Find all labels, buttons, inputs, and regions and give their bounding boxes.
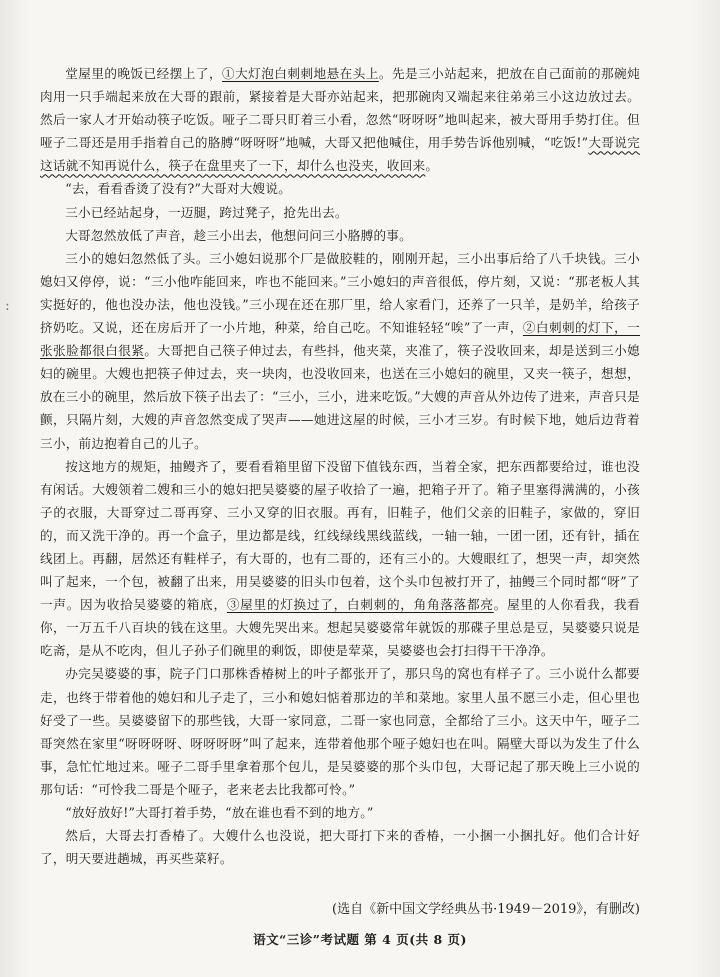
article-body [40, 62, 640, 870]
text-run: 。屋里的人你看我，我看你，一万五千八百块的钱在这里。大嫂先哭出来。想起吴婆婆常年就饭的那碟子里总是豆，吴婆婆只说是吃斋，是从不吃肉，但儿子孙子们碗里的剩饭，即使是荤菜，吴婆婆也会打扫得干干净净。 [40, 597, 641, 659]
margin-mark: : [5, 298, 10, 314]
text-run: 。 [425, 158, 439, 174]
text-run: 三小已经站起身，一迈腿，跨过凳子，抢先出去。 [65, 204, 348, 220]
source-citation: (选自《新中国文学经典丛书·1949－2019》，有删改) [332, 902, 640, 917]
text-run: 大嫂眼红了，想哭一声，却突然叫了起来，一个包，被翻了出来，用吴婆婆的旧头巾包着，这个头巾包被打开了，抽鳗三个同时都“呀”了一声。因为收拾吴婆婆的箱底， [40, 550, 641, 613]
paragraph [40, 177, 640, 200]
underlined-sentence: ③屋里的灯换过了，白刺刺的，角角落落都亮 [226, 597, 494, 613]
text-run: 然后，大哥去打香椿了。大嫂什么也没说，把大哥打下来的香椿，一小捆一小捆扎好。他们合计好了，明天要进趟城，再买些菜籽。 [40, 828, 640, 867]
text-run: 。先是三小站起来，把放在自己面前的那碗炖肉用一只手端起来放在大哥的跟前，紧接着是大哥亦站起来，把那碗肉又端起来往弟弟三小这边放过去。然后一家人才开始动筷子吃饭。哑子二哥只盯着三小看，忽然“呀呀呀”地叫起来，被大哥用手势打住。但哑子二哥还是用手指着自己的胳膊“呀呀呀”地喊，大哥又把他喊住，用手势告诉他别喊，“吃饭!” [40, 66, 641, 151]
paragraph [40, 662, 640, 801]
text-run: “放好放好!”大哥打着手势，“放在谁也看不到的地方。” [65, 805, 374, 820]
wavy-underlined-sentence: 大哥说完这话就不知再说什么，筷子在盘里夹了一下，却什么也没夹，收回来 [40, 135, 640, 174]
paragraph [40, 455, 640, 663]
paragraph [40, 201, 640, 224]
text-run: 三小的媳妇忽然低了头。三小媳妇说那个厂是做胶鞋的，刚刚开起，三小出事后给了八千块钱。三小媳妇又停停，说：“三小他咋能回来，咋也不能回来。”三小媳妇的声音很低，停片刻，又说：“那老板人其实挺好的，他也没办法，他也没钱。”三小现在还在那厂里，给人家看门，还养了一只羊，是奶羊，给孩子挤奶吃。又说，还在房后开了一小片地，种菜，给自己吃。不知谁轻轻“唉”了一声， [40, 250, 640, 336]
text-run: 。大哥把自己筷子伸过去，有些抖，他夹菜，夹准了，筷子没收回来，却是送到三小媳妇的碗里。大嫂也把筷子伸过去，夹一块肉，也没收回来，也送在三小媳妇的碗里，又夹一筷子，想想，放在三小的碗里，然后放下筷子出去了：“三小，三小，进来吃饭。”大嫂的声音从外边传了进来，声音只是颤，只隔片刻，大嫂的声音忽然变成了哭声——她进这屋的时候，三小才三岁。有时候下地，她后边背着三小，前边抱着自己的儿子。 [40, 343, 641, 451]
text-run: 按这地方的规矩，抽鳗齐了，要看看箱里留下没留下值钱东西，当着全家，把东西都要给过，谁也没有闲话。大嫂领着二嫂和三小的媳妇把吴婆婆的屋子收拾了一遍，把箱子开了。箱子里塞得满满的，小孩子的衣服，大哥穿过二哥再穿、三小又穿的旧衣服。再有，旧鞋子，他们父亲的旧鞋子，家做的，穿旧的，而又洗干净的。再一个盒子，里边都是线，红线绿线黑线蓝线，一轴一轴，一团一团，还有针，插在线团上。再翻，居然还有鞋样子，有大哥的，也有二哥的，还有三小的。 [40, 458, 640, 566]
paragraph [40, 247, 640, 455]
underlined-sentence: ①大灯泡白刺刺地悬在头上 [222, 66, 379, 81]
page-footer: 语文“三诊”考试题 第 4 页(共 8 页) [253, 932, 467, 947]
paragraph [40, 824, 640, 870]
paragraph [40, 62, 640, 177]
underlined-sentence: ②白刺刺的灯下，一张张脸都很白很紧 [40, 320, 640, 359]
paragraph [40, 224, 640, 247]
text-run: 堂屋里的晚饭已经摆上了， [65, 66, 223, 81]
text-run: 办完吴婆婆的事，院子门口那株香椿树上的叶子都张开了，那只鸟的窝也有样子了。三小说什么都要走，也终于带着他的媳妇和儿子走了，三小和媳妇惦着那边的羊和菜地。家里人虽不愿三小走，但心里也好受了一些。吴婆婆留下的那些钱，大哥一家同意，二哥一家也同意，全都给了三小。这天中午，哑子二哥突然在家里“呀呀呀呀、呀呀呀呀”叫了起来，连带着他那个哑子媳妇也在叫。隔壁大哥以为发生了什么事，急忙忙地过来。哑子二哥手里拿着那个包儿，是吴婆婆的那个头巾包，大哥记起了那天晚上三小说的那句话：“可怜我二哥是个哑子，老来老去比我都可怜。” [40, 666, 640, 797]
text-run: “去，看看香烫了没有?”大哥对大嫂说。 [65, 181, 292, 197]
text-run: 大哥忽然放低了声音，趁三小出去，他想问问三小胳膊的事。 [65, 227, 412, 243]
paragraph [40, 801, 640, 824]
